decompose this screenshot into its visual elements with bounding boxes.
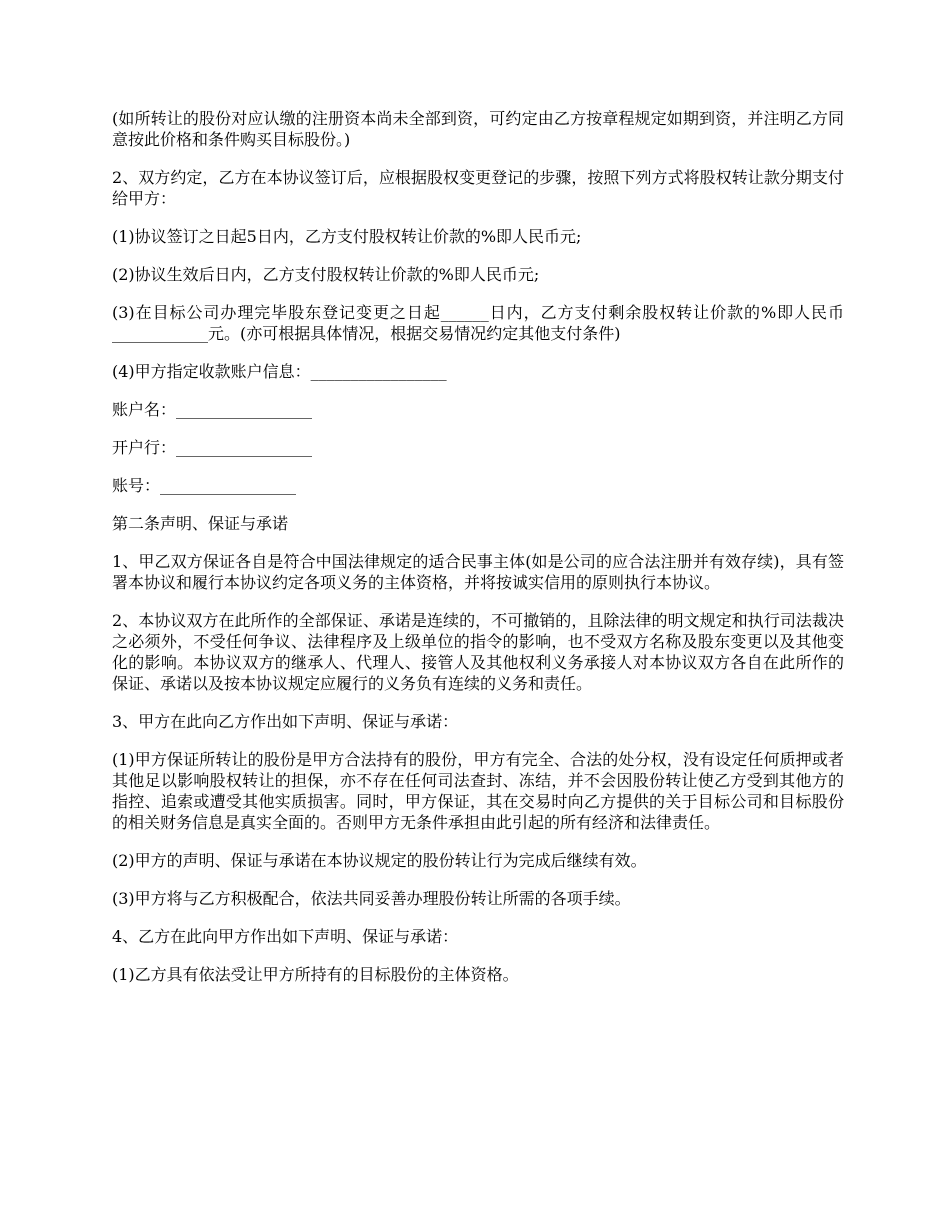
paragraph-clause-1: 1、甲乙双方保证各自是符合中国法律规定的适合民事主体(如是公司的应合法注册并有效存续)，具有签署本协议和履行本协议约定各项义务的主体资格，并将按诚实信用的原则执行本协议。 — [112, 552, 844, 592]
paragraph-clause-3-item-3: (3)甲方将与乙方积极配合，依法共同妥善办理股份转让所需的各项手续。 — [112, 889, 631, 908]
document-page — [112, 108, 844, 1002]
paragraph-clause-4: 4、乙方在此向甲方作出如下声明、保证与承诺： — [112, 927, 459, 946]
paragraph-payment-item-1: (1)协议签订之日起5日内，乙方支付股权转让价款的%即人民币元; — [112, 227, 582, 246]
paragraph-account-name: 账户名：_________________ — [112, 400, 313, 419]
paragraph-capital-note: (如所转让的股份对应认缴的注册资本尚未全部到资，可约定由乙方按章程规定如期到资，并注明乙方同意按此价格和条件购买目标股份。) — [112, 109, 844, 149]
paragraph-clause-2: 2、本协议双方在此所作的全部保证、承诺是连续的，不可撤销的，且除法律的明文规定和执行司法裁决之必须外，不受任何争议、法律程序及上级单位的指令的影响，也不受双方名称及股东变更以及其他变化的影响。本协议双方的继承人、代理人、接管人及其他权利义务承接人对本协议双方各自在此所作的保证、承诺以及按本协议规定应履行的义务负有连续的义务和责任。 — [112, 611, 844, 693]
paragraph-payment-installments: 2、双方约定，乙方在本协议签订后，应根据股权变更登记的步骤，按照下列方式将股权转让款分期支付给甲方： — [112, 168, 844, 208]
paragraph-clause-3-item-2: (2)甲方的声明、保证与承诺在本协议规定的股份转让行为完成后继续有效。 — [112, 851, 647, 870]
paragraph-payment-item-2: (2)协议生效后日内，乙方支付股权转让价款的%即人民币元; — [112, 265, 540, 284]
paragraph-account-info: (4)甲方指定收款账户信息：_________________ — [112, 362, 447, 381]
paragraph-clause-3-item-1: (1)甲方保证所转让的股份是甲方合法持有的股份，甲方有完全、合法的处分权，没有设定任何质押或者其他足以影响股权转让的担保，亦不存在任何司法查封、冻结，并不会因股份转让使乙方受到其他方的指控、追索或遭受其他实质损害。同时，甲方保证，其在交易时向乙方提供的关于目标公司和目标股份的相关财务信息是真实全面的。否则甲方无条件承担由此引起的所有经济和法律责任。 — [112, 750, 844, 832]
paragraph-account-number: 账号：_________________ — [112, 476, 297, 495]
paragraph-clause-3: 3、甲方在此向乙方作出如下声明、保证与承诺： — [112, 712, 459, 731]
section-heading-article-2: 第二条声明、保证与承诺 — [112, 514, 289, 533]
paragraph-clause-4-item-1: (1)乙方具有依法受让甲方所持有的目标股份的主体资格。 — [112, 965, 519, 984]
paragraph-bank: 开户行：_________________ — [112, 438, 313, 457]
paragraph-payment-item-3: (3)在目标公司办理完毕股东登记变更之日起______日内，乙方支付剩余股权转让价款的%即人民币____________元。(亦可根据具体情况，根据交易情况约定其他支付条件) — [112, 303, 844, 343]
